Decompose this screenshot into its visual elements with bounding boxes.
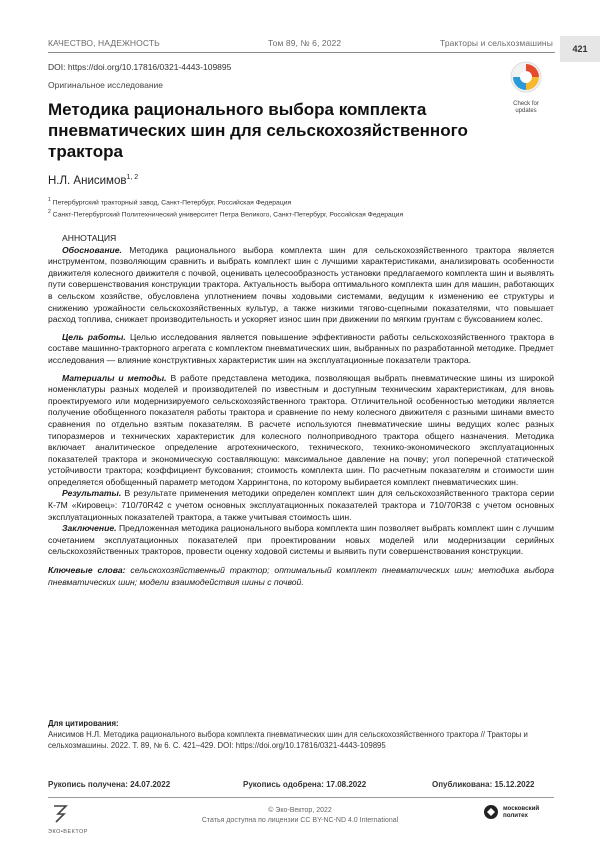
polytech-line1: московский [503, 804, 540, 812]
aim-text: Целью исследования является повышение эффективности работы сельскохозяйственного трактора в составе машинно-тракторного агрегата с комплектом пневматических шин, выбранных по разработанной методике. Предмет исследования — влияние конструктивных характеристик шин на эксплуатационные показатели трактора. [48, 331, 555, 365]
eco-vector-logo [48, 804, 88, 835]
results-label: Результаты. [62, 488, 122, 499]
page-number: 421 [560, 36, 600, 62]
abstract-methods [48, 373, 554, 489]
abstract-rationale [48, 245, 554, 326]
article-type: Оригинальное исследование [48, 80, 164, 90]
check-updates-line1: Check for [513, 101, 539, 107]
footer-license [200, 806, 400, 826]
methods-text: В работе представлена методика, позволяющая выбрать пневматические шины из широкой номенклатуры разных моделей и производителей по известным и доступным техническим характеристикам, для вновь проектируемого или модернизируемого сельскохозяйственного трактора. Отличительной особенностью методики является получение обобщенного показателя работы трактора и сравнение по нему колесного движителя с разными шинами вместо сравнения по отдельно взятым показателям. В расчете используются пневматические шины ведущих колес разных типоразмеров и технических характеристик для колесного полноприводного трактора общего назначения. Методика включает аналитическое определение агротехнического, технического, технико-экономического эксплуатационных показателей трактора и экономическую составляющую: максимальное давление на почву; угол поперечной статической устойчивости трактора; коэффициент буксования; стоимость комплекта шин. По расчетным показателям и стоимости шин определяется обобщенный параметр методом Харрингтона, по которому выбирается комплект пневматических шин. [48, 372, 554, 487]
rationale-label: Обоснование. [62, 244, 122, 255]
citation-text: Анисимов Н.Л. Методика рационального выбора комплекта пневматических шин для сельскохозяйственного трактора // Тракторы и сельхозмашины. 2022. Т. 89, № 6. С. 421–429. DOI: https://doi.org/10.17816/0321-4443-109895 [48, 730, 528, 750]
citation-label: Для цитирования: [48, 719, 119, 728]
author-affiliation-marks: 1, 2 [126, 174, 139, 181]
affiliation-2 [48, 209, 403, 218]
license-text[interactable]: Статья доступна по лицензии CC BY-NC-ND 4.0 International [201, 817, 399, 824]
article-title: Методика рационального выбора комплекта пневматических шин для сельскохозяйственного трактора [48, 100, 468, 161]
keywords-text: сельскохозяйственный трактор; оптимальный комплект пневматических шин; методика выбора пневматических шин; модели взаимодействия шины с почвой. [48, 565, 554, 587]
conclusion-label: Заключение. [62, 523, 117, 534]
results-text: В результате применения методики определен комплект шин для сельскохозяйственного трактора серии К-7М «Кировец»: 710/70R42 с учетом основных эксплуатационных показателей трактора и 710/70R38 с учетом основных эксплуатационных показателей трактора, а также учитывая стоимость шин. [48, 488, 554, 522]
check-updates-icon [505, 60, 547, 94]
check-for-updates-badge[interactable] [505, 60, 547, 115]
date-published: Опубликована: 15.12.2022 [432, 780, 535, 789]
polytech-logo-icon [483, 804, 499, 820]
abstract-results [48, 488, 554, 523]
polytech-logo [483, 804, 539, 820]
journal-section: КАЧЕСТВО, НАДЕЖНОСТЬ [48, 38, 160, 48]
eco-vector-logo-text: ЭКО•ВЕКТОР [48, 829, 88, 835]
date-accepted: Рукопись одобрена: 17.08.2022 [243, 780, 367, 789]
affiliation-1 [48, 197, 291, 206]
affiliation-2-text: Санкт-Петербургский Политехнический университет Петра Великого, Санкт-Петербург, Российская Федерация [52, 211, 404, 219]
eco-vector-logo-icon [48, 804, 88, 824]
keywords [48, 565, 554, 588]
conclusion-text: Предложенная методика рационального выбора комплекта шин позволяет выбрать комплект шин с лучшим сочетанием эксплуатационных показателей при проектировании новых моделей или модернизации серийных сельскохозяйственных тракторов, провести оценку ходовой системы и выявить пути совершенствования конструкции. [48, 523, 555, 557]
affiliation-1-text: Петербургский тракторный завод, Санкт-Петербург, Российская Федерация [52, 199, 292, 207]
polytech-line2: политех [503, 812, 528, 819]
authors [48, 174, 138, 187]
footer-divider [48, 797, 554, 798]
abstract-heading: АННОТАЦИЯ [62, 233, 117, 243]
copyright: © Эко-Вектор, 2022 [268, 807, 332, 814]
author-name: Н.Л. Анисимов [48, 174, 127, 187]
journal-name: Тракторы и сельхозмашины [440, 38, 553, 48]
rationale-text: Методика рационального выбора комплекта шин для сельскохозяйственного трактора является инструментом, позволяющим сравнить и выбрать комплект шин с лучшими характеристиками, анализировать особенности движителя колесного движителя с почвой, оценивать целесообразность установки предлагаемого комплекта шин и выявлять пути совершенствования конструкции трактора. Актуальность выбора оптимального комплекта шин для машин, работающих в сельском хозяйстве, обусловлена уплотнением почвы ходовыми системами, ведущим к изменению ее структуры и снижению урожайности сельскохозяйственных культур, а также низкими тягово-сцепными показателями, что повышает расход топлива, снижает производительность и ускоряет износ шин при движении по мягким грунтам с буксованием колес. [48, 244, 554, 325]
abstract [48, 233, 554, 588]
date-received: Рукопись получена: 24.07.2022 [48, 780, 171, 789]
methods-label: Материалы и методы. [62, 372, 167, 383]
check-updates-line2: updates [515, 108, 537, 114]
abstract-aim [48, 332, 554, 367]
aim-label: Цель работы. [62, 331, 126, 342]
doi-link[interactable]: DOI: https://doi.org/10.17816/0321-4443-109895 [48, 62, 232, 72]
abstract-conclusion [48, 523, 554, 558]
affiliation-1-mark: 1 [48, 197, 51, 203]
volume-issue: Том 89, № 6, 2022 [268, 38, 342, 48]
affiliation-2-mark: 2 [48, 209, 51, 215]
keywords-label: Ключевые слова: [48, 565, 126, 576]
header-divider [48, 52, 555, 53]
